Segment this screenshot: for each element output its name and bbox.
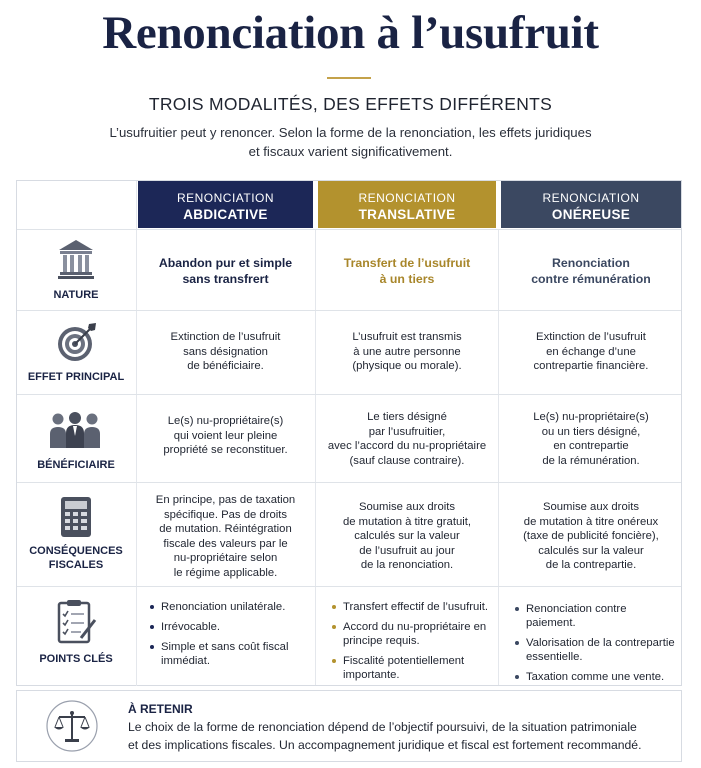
target-icon <box>56 321 98 368</box>
cell-line: Extinction de l’usufruit <box>170 331 281 343</box>
column-divider <box>498 229 499 685</box>
points-list-translative <box>330 600 490 688</box>
retenir-title: À RETENIR <box>128 702 193 716</box>
cell-line: qui voient leur pleine <box>173 429 278 442</box>
cell-line: de mutation. Réintégration <box>159 523 292 535</box>
column-divider <box>315 229 316 685</box>
cell-line: le régime applicable. <box>173 566 278 579</box>
list-item: Accord du nu-propriétaire en principe requis. <box>330 620 490 648</box>
cell-line: avec l’accord du nu-propriétaire <box>327 440 487 452</box>
cell-line: de la contrepartie. <box>545 559 637 571</box>
cell-line: ou un tiers désigné, <box>541 425 641 438</box>
points-list-onereuse <box>513 602 678 690</box>
cell-line: calculés sur la valeur <box>538 544 644 557</box>
cell-line: En principe, pas de taxation <box>155 494 296 506</box>
column-header-name: ABDICATIVE <box>183 207 268 222</box>
column-divider <box>136 181 137 686</box>
cell-line: sans transfrert <box>182 272 269 286</box>
cell-line: à un tiers <box>379 272 435 286</box>
cell-line: nu-propriétaire selon <box>173 552 278 564</box>
row-label-effet-principal: EFFET PRINCIPAL <box>27 371 125 383</box>
cell-line: Abandon pur et simple <box>158 256 293 270</box>
cell-line: (taxe de publicité foncière), <box>523 530 659 542</box>
row-divider <box>17 394 681 395</box>
column-header-name: TRANSLATIVE <box>358 207 456 222</box>
column-header-label: RENONCIATION <box>542 191 640 205</box>
row-divider <box>17 586 681 587</box>
cell-line: Extinction de l’usufruit <box>536 331 646 343</box>
cell-line: contre rémunération <box>531 272 651 286</box>
cell-line: de la rémunération. <box>542 454 640 467</box>
points-list-abdicative <box>148 600 308 674</box>
cell-beneficiaire-onereuse <box>501 410 681 468</box>
cell-line: calculés sur la valeur <box>354 530 460 542</box>
cell-line: en contrepartie <box>553 440 629 452</box>
column-header-label: RENONCIATION <box>176 191 275 205</box>
cell-line: (sauf clause contraire). <box>349 454 465 467</box>
cell-line: de mutation à titre gratuit, <box>342 515 472 528</box>
row-label-line: FISCALES <box>48 559 104 571</box>
column-header-label: RENONCIATION <box>358 191 456 205</box>
cell-line: Soumise aux droits <box>542 501 640 513</box>
cell-line: Le(s) nu-propriétaire(s) <box>167 415 284 427</box>
cell-line: Le tiers désigné <box>367 411 447 423</box>
cell-line: à une autre personne <box>353 345 461 358</box>
row-label-nature: NATURE <box>53 289 99 301</box>
row-label-beneficiaire: BÉNÉFICIAIRE <box>37 459 115 471</box>
cell-line: Renonciation <box>552 256 630 270</box>
cell-line: Transfert de l’usufruit <box>343 256 471 270</box>
cell-line: spécifique. Pas de droits <box>163 508 288 521</box>
row-label-line: CONSÉQUENCES <box>29 545 123 557</box>
list-item: Simple et sans coût fiscal immédiat. <box>148 640 308 668</box>
cell-line: en échange d’une <box>546 345 636 358</box>
intro-text <box>90 123 611 161</box>
list-item: Valorisation de la contrepartie essentielle. <box>513 636 678 664</box>
column-header-name: ONÉREUSE <box>551 207 631 222</box>
clipboard-checklist-icon <box>57 598 97 649</box>
column-header-onereuse <box>501 181 681 228</box>
cell-line: contrepartie financière. <box>533 360 649 372</box>
cell-nature-onereuse <box>501 255 681 287</box>
cell-beneficiaire-translative <box>318 410 496 468</box>
cell-fiscal-onereuse <box>501 500 681 573</box>
courthouse-icon <box>57 238 95 285</box>
cell-line: de bénéficiaire. <box>187 360 264 372</box>
column-header-translative <box>318 181 496 228</box>
list-item: Taxation comme une vente. <box>513 670 678 684</box>
cell-nature-translative <box>318 255 496 287</box>
intro-line: L’usufruitier peut y renoncer. Selon la forme de la renonciation, les effets juridiques <box>109 125 592 140</box>
cell-line: L’usufruit est transmis <box>352 331 462 343</box>
row-divider <box>17 482 681 483</box>
row-label-points-cles: POINTS CLÉS <box>39 653 113 665</box>
retenir-line: Le choix de la forme de renonciation dépend de l’objectif poursuivi, de la situation patrimoniale <box>128 720 637 734</box>
cell-line: sans désignation <box>183 345 268 358</box>
cell-line: fiscale des valeurs par le <box>163 537 288 550</box>
cell-line: de mutation à titre onéreux <box>523 515 659 528</box>
title-divider <box>327 77 371 79</box>
cell-beneficiaire-abdicative <box>138 414 313 458</box>
cell-effet-onereuse <box>501 330 681 374</box>
cell-line: (physique ou morale). <box>352 360 462 372</box>
cell-fiscal-abdicative <box>138 493 313 580</box>
cell-effet-translative <box>318 330 496 374</box>
cell-fiscal-translative <box>318 500 496 573</box>
column-header-abdicative <box>138 181 313 228</box>
scales-of-justice-icon <box>45 699 99 758</box>
people-icon <box>48 410 102 455</box>
cell-nature-abdicative <box>138 255 313 287</box>
cell-line: par l’usufruitier, <box>368 425 446 438</box>
list-item: Renonciation contre paiement. <box>513 602 678 630</box>
cell-line: de l’usufruit au jour <box>359 544 455 557</box>
cell-line: de la renonciation. <box>360 559 454 571</box>
row-divider <box>17 310 681 311</box>
calculator-icon <box>60 496 92 543</box>
cell-effet-abdicative <box>138 330 313 374</box>
list-item: Fiscalité potentiellement importante. <box>330 654 490 682</box>
cell-line: propriété se reconstituer. <box>163 444 288 456</box>
cell-line: Soumise aux droits <box>358 501 456 513</box>
list-item: Renonciation unilatérale. <box>148 600 308 614</box>
retenir-text <box>128 718 668 754</box>
retenir-line: et des implications fiscales. Un accompagnement juridique et fiscal est fortement recommandé. <box>128 738 642 752</box>
intro-line: et fiscaux varient significativement. <box>248 144 453 159</box>
page-title: Renonciation à l’usufruit <box>102 7 599 59</box>
row-divider <box>17 229 681 230</box>
cell-line: Le(s) nu-propriétaire(s) <box>533 411 649 423</box>
list-item: Transfert effectif de l’usufruit. <box>330 600 490 614</box>
list-item: Irrévocable. <box>148 620 308 634</box>
row-label-consequences-fiscales <box>17 544 135 572</box>
page-subtitle: TROIS MODALITÉS, DES EFFETS DIFFÉRENTS <box>148 94 553 114</box>
